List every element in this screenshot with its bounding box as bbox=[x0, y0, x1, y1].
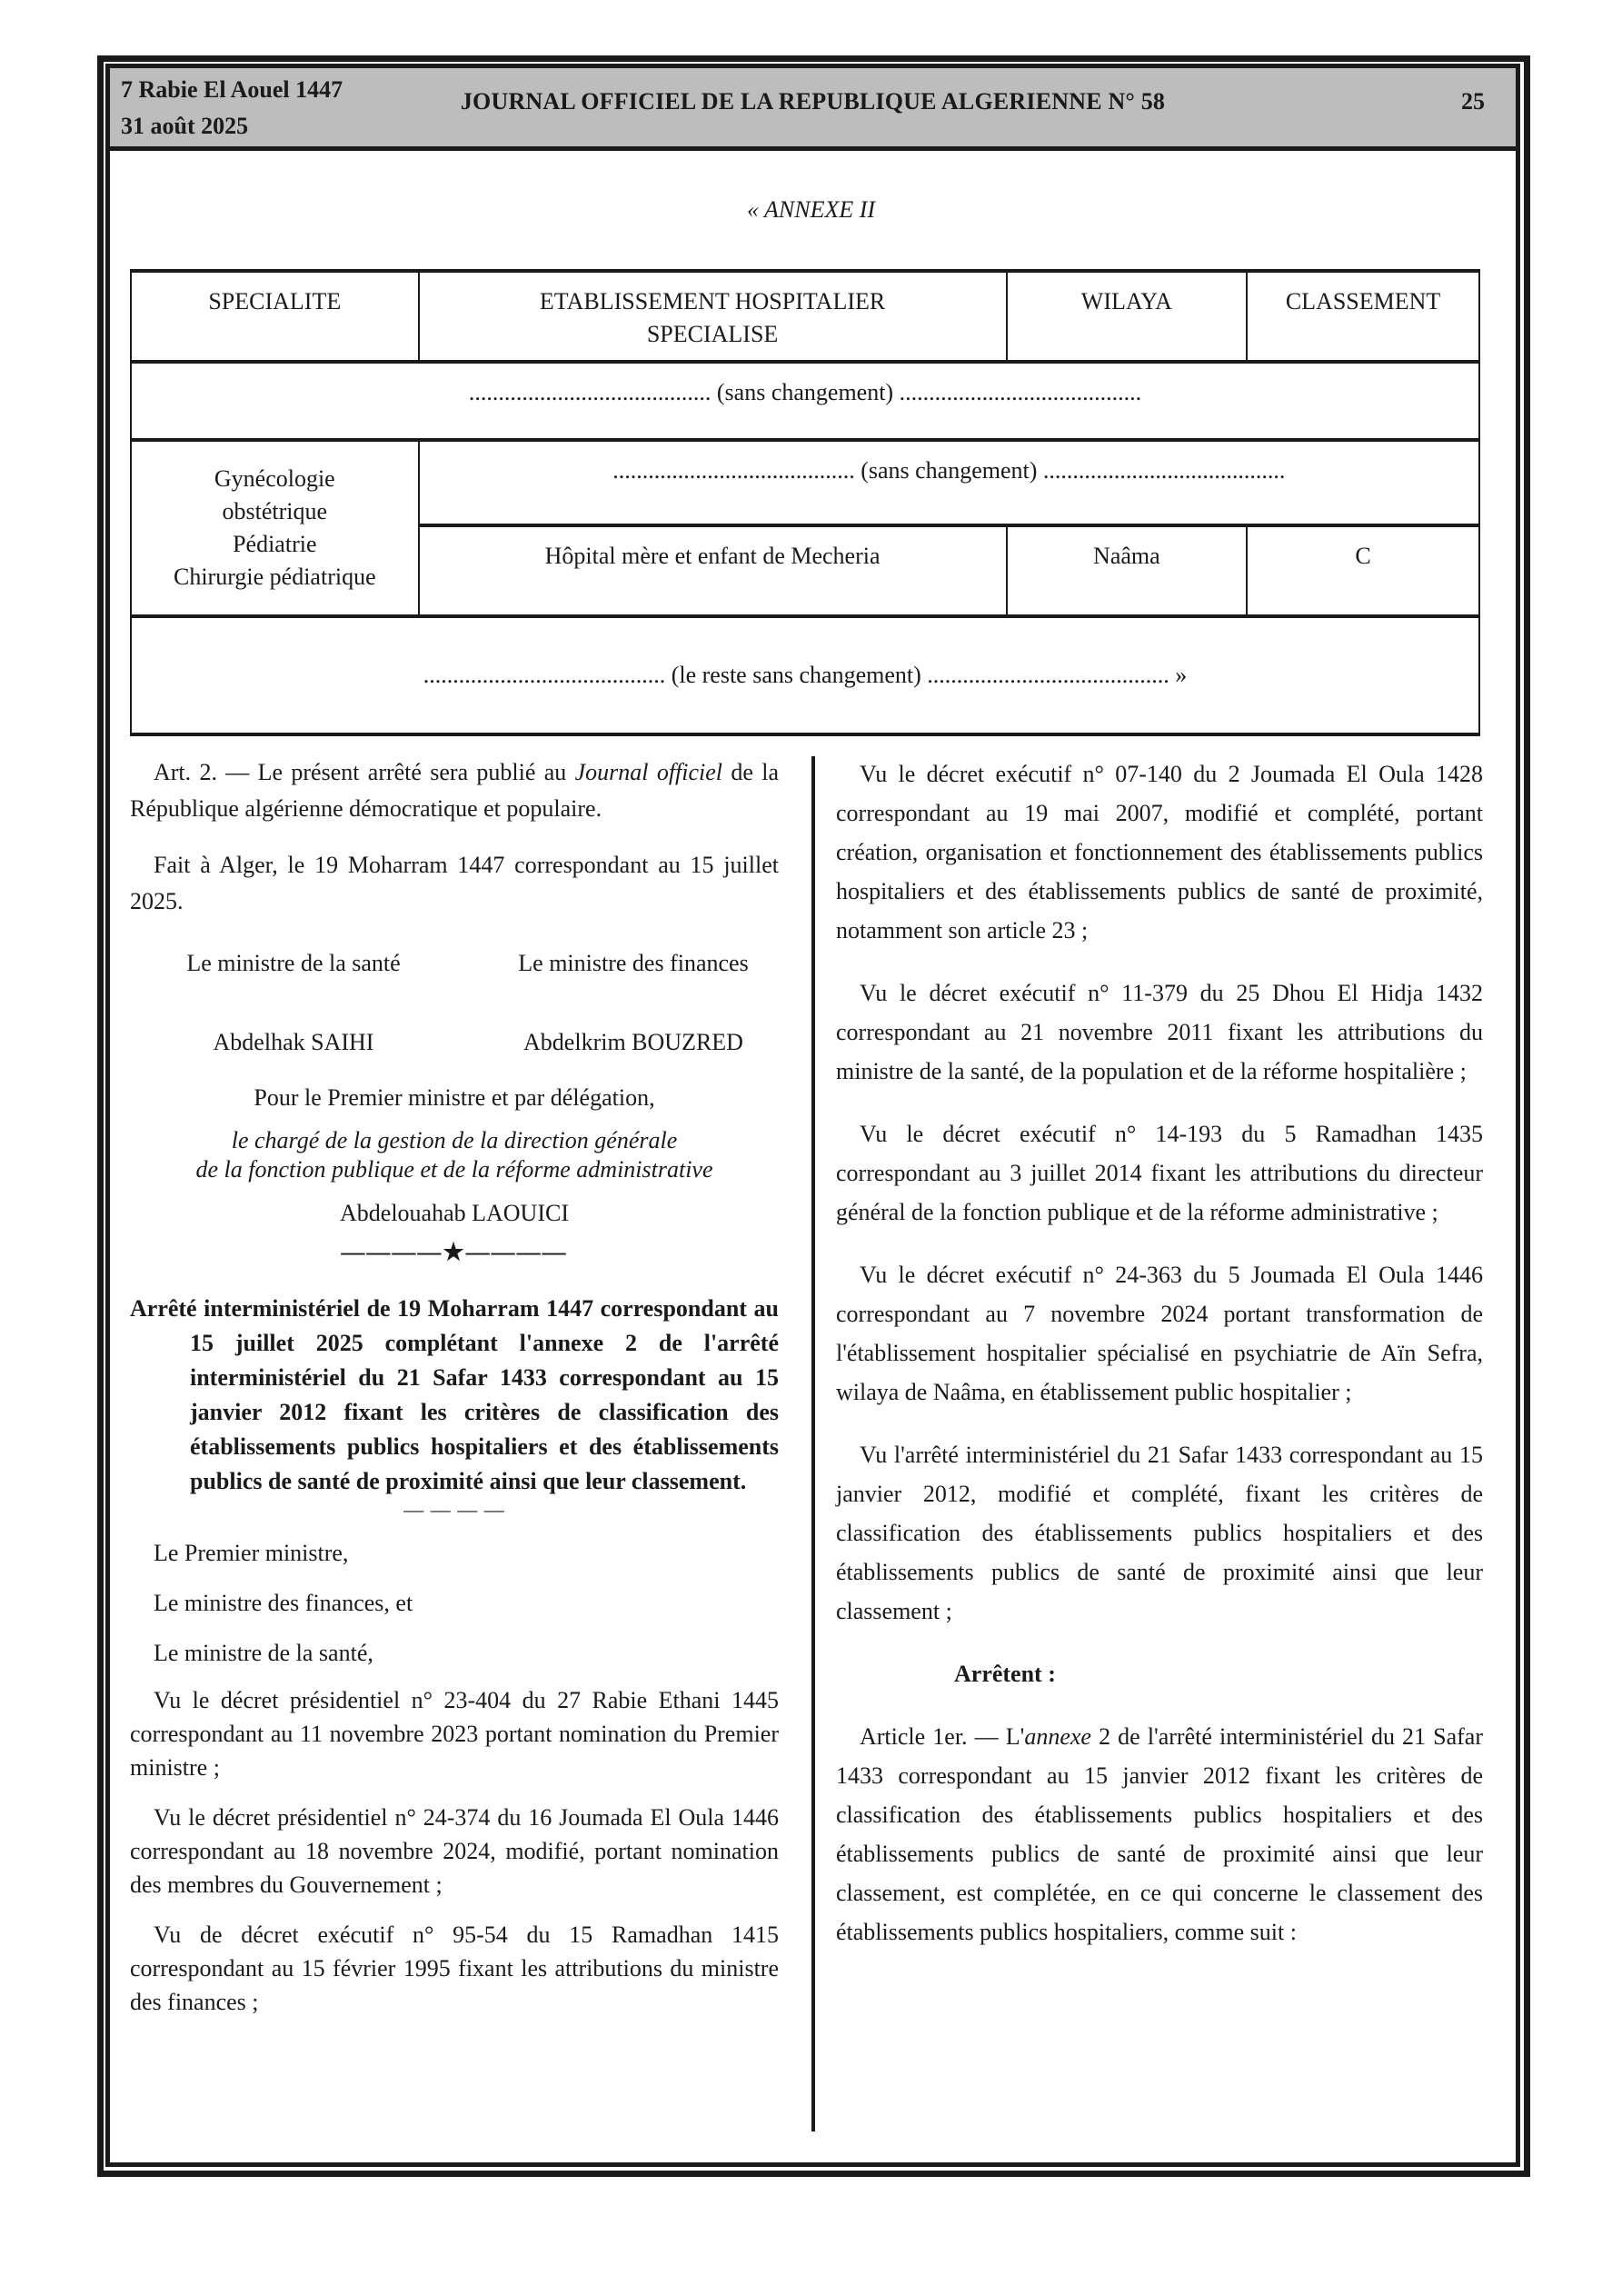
article-2: Art. 2. — Le présent arrêté sera publié au Journal officiel de la République algérienne démocratique et populaire. bbox=[130, 759, 779, 822]
vu-decret-24-363: Vu le décret exécutif n° 24-363 du 5 Joumada El Oula 1446 correspondant au 7 novembre 2024 portant transformation de l'établissement hospitalier spécialisé en psychiatrie de Aïn Sefra, wilaya de Naâma, en établissement public hospitalier ; bbox=[836, 1262, 1483, 1405]
table-row-rest bbox=[131, 616, 1479, 734]
specialite-chirurgie: Chirurgie pédiatrique bbox=[173, 564, 376, 590]
sig-name-bouzred: Abdelkrim BOUZRED bbox=[523, 1029, 743, 1055]
annexe-table bbox=[130, 269, 1480, 736]
ministre-sante: Le ministre de la santé, bbox=[154, 1640, 373, 1666]
signature-titles bbox=[130, 943, 779, 983]
classement-value: C bbox=[1355, 543, 1371, 569]
gregorian-date: 31 août 2025 bbox=[121, 113, 249, 139]
charge-line-2: de la fonction publique et de la réforme administrative bbox=[195, 1156, 713, 1183]
vu-decret-11-379: Vu le décret exécutif n° 11-379 du 25 Dhou El Hidja 1432 correspondant au 21 novembre 2011 fixant les attributions du ministre de la santé, de la population et de la réforme hospitalière ; bbox=[836, 980, 1483, 1084]
right-column bbox=[836, 754, 1483, 1952]
annexe-title: « ANNEXE II bbox=[746, 196, 876, 223]
vu-decret-07-140: Vu le décret exécutif n° 07-140 du 2 Joumada El Oula 1428 correspondant au 19 mai 2007, modifié et complété, portant création, organisation et fonctionnement des établissements publics hospitaliers et des établissements publics de santé de proximité, notamment son article 23 ; bbox=[836, 761, 1483, 943]
column-header-classement: CLASSEMENT bbox=[1247, 271, 1479, 362]
vu-decret-24-374: Vu le décret présidentiel n° 24-374 du 16 Joumada El Oula 1446 correspondant au 18 novembre 2024, modifié, portant nomination des membres du Gouvernement ; bbox=[130, 1804, 779, 1898]
article-1: Article 1er. — L'annexe 2 de l'arrêté interministériel du 21 Safar 1433 correspondant au 15 janvier 2012 fixant les critères de classification des établissements publics hospitaliers et des établissements publics de santé de proximité ainsi que leur classement, est complétée, en ce qui concerne le classement des établissements publics hospitaliers, comme suit : bbox=[836, 1723, 1484, 1945]
sig-title-sante: Le ministre de la santé bbox=[186, 950, 401, 976]
etablissement-value: Hôpital mère et enfant de Mecheria bbox=[544, 543, 881, 569]
sig-name-saihi: Abdelhak SAIHI bbox=[213, 1029, 374, 1055]
page-number: 25 bbox=[1461, 88, 1485, 115]
hijri-date: 7 Rabie El Aouel 1447 bbox=[121, 76, 343, 103]
column-header-etablissement: ETABLISSEMENT HOSPITALIER SPECIALISE bbox=[419, 271, 1007, 362]
vu-decret-95-54: Vu de décret exécutif n° 95-54 du 15 Ramadhan 1415 correspondant au 15 février 1995 fixant les attributions du ministre des finances ; bbox=[130, 1922, 779, 2015]
column-header-specialite: SPECIALITE bbox=[131, 271, 419, 362]
journal-title: JOURNAL OFFICIEL DE LA REPUBLIQUE ALGERIENNE N° 58 bbox=[460, 88, 1166, 115]
fait-a-alger: Fait à Alger, le 19 Moharram 1447 correspondant au 15 juillet 2025. bbox=[130, 852, 779, 914]
premier-ministre: Le Premier ministre, bbox=[154, 1540, 349, 1566]
charge-name: Abdelouahab LAOUICI bbox=[340, 1200, 569, 1226]
rest-unchanged-text: ......................................... (le reste sans changement) ......................................... » bbox=[423, 662, 1188, 688]
vu-arrete-21-safar-1433: Vu l'arrêté interministériel du 21 Safar 1433 correspondant au 15 janvier 2012, modifié et complété, fixant les critères de classification des établissements publics hospitaliers et des établissements publics de santé de proximité ainsi que leur classement ; bbox=[836, 1442, 1483, 1624]
arretent-heading: Arrêtent : bbox=[954, 1661, 1056, 1687]
signature-names bbox=[130, 1023, 779, 1062]
star-separator: ————★———— bbox=[341, 1239, 568, 1265]
specialite-cell bbox=[131, 440, 419, 616]
sig-title-finances: Le ministre des finances bbox=[518, 950, 749, 976]
column-divider bbox=[811, 756, 815, 2131]
left-column bbox=[130, 754, 779, 2019]
specialite-pediatrie: Pédiatrie bbox=[233, 531, 317, 557]
unchanged-text: ......................................... (sans changement) ......................................... bbox=[612, 457, 1286, 484]
ministre-finances: Le ministre des finances, et bbox=[154, 1590, 413, 1616]
arrete-title: Arrêté interministériel de 19 Moharram 1447 correspondant au 15 juillet 2025 complétant l'annexe 2 de l'arrêté interministériel du 21 Safar 1433 correspondant au 15 janvier 2012 fixant les critères de classification des établissements publics hospitaliers et des établissements publics de santé de proximité ainsi que leur classement. bbox=[130, 1295, 779, 1494]
unchanged-text: ......................................... (sans changement) ......................................... bbox=[468, 379, 1142, 405]
charge-line-1: le chargé de la gestion de la direction générale bbox=[231, 1127, 678, 1153]
specialite-obstetrique: obstétrique bbox=[222, 498, 328, 524]
delegation-text: Pour le Premier ministre et par délégation, bbox=[254, 1084, 655, 1111]
vu-decret-14-193: Vu le décret exécutif n° 14-193 du 5 Ramadhan 1435 correspondant au 3 juillet 2014 fixant les attributions du directeur général de la fonction publique et de la réforme administrative ; bbox=[836, 1121, 1483, 1225]
specialite-gynecologie: Gynécologie bbox=[214, 465, 335, 492]
page-header bbox=[110, 68, 1516, 151]
table-header-row bbox=[131, 271, 1479, 362]
table-row-unchanged bbox=[131, 362, 1479, 440]
wilaya-value: Naâma bbox=[1093, 543, 1160, 569]
vu-decret-23-404: Vu le décret présidentiel n° 23-404 du 27 Rabie Ethani 1445 correspondant au 11 novembre 2023 portant nomination du Premier ministre ; bbox=[130, 1687, 779, 1781]
dash-separator: — — — — bbox=[403, 1498, 505, 1521]
table-row-specialite-unchanged bbox=[131, 440, 1479, 525]
column-header-wilaya: WILAYA bbox=[1007, 271, 1248, 362]
